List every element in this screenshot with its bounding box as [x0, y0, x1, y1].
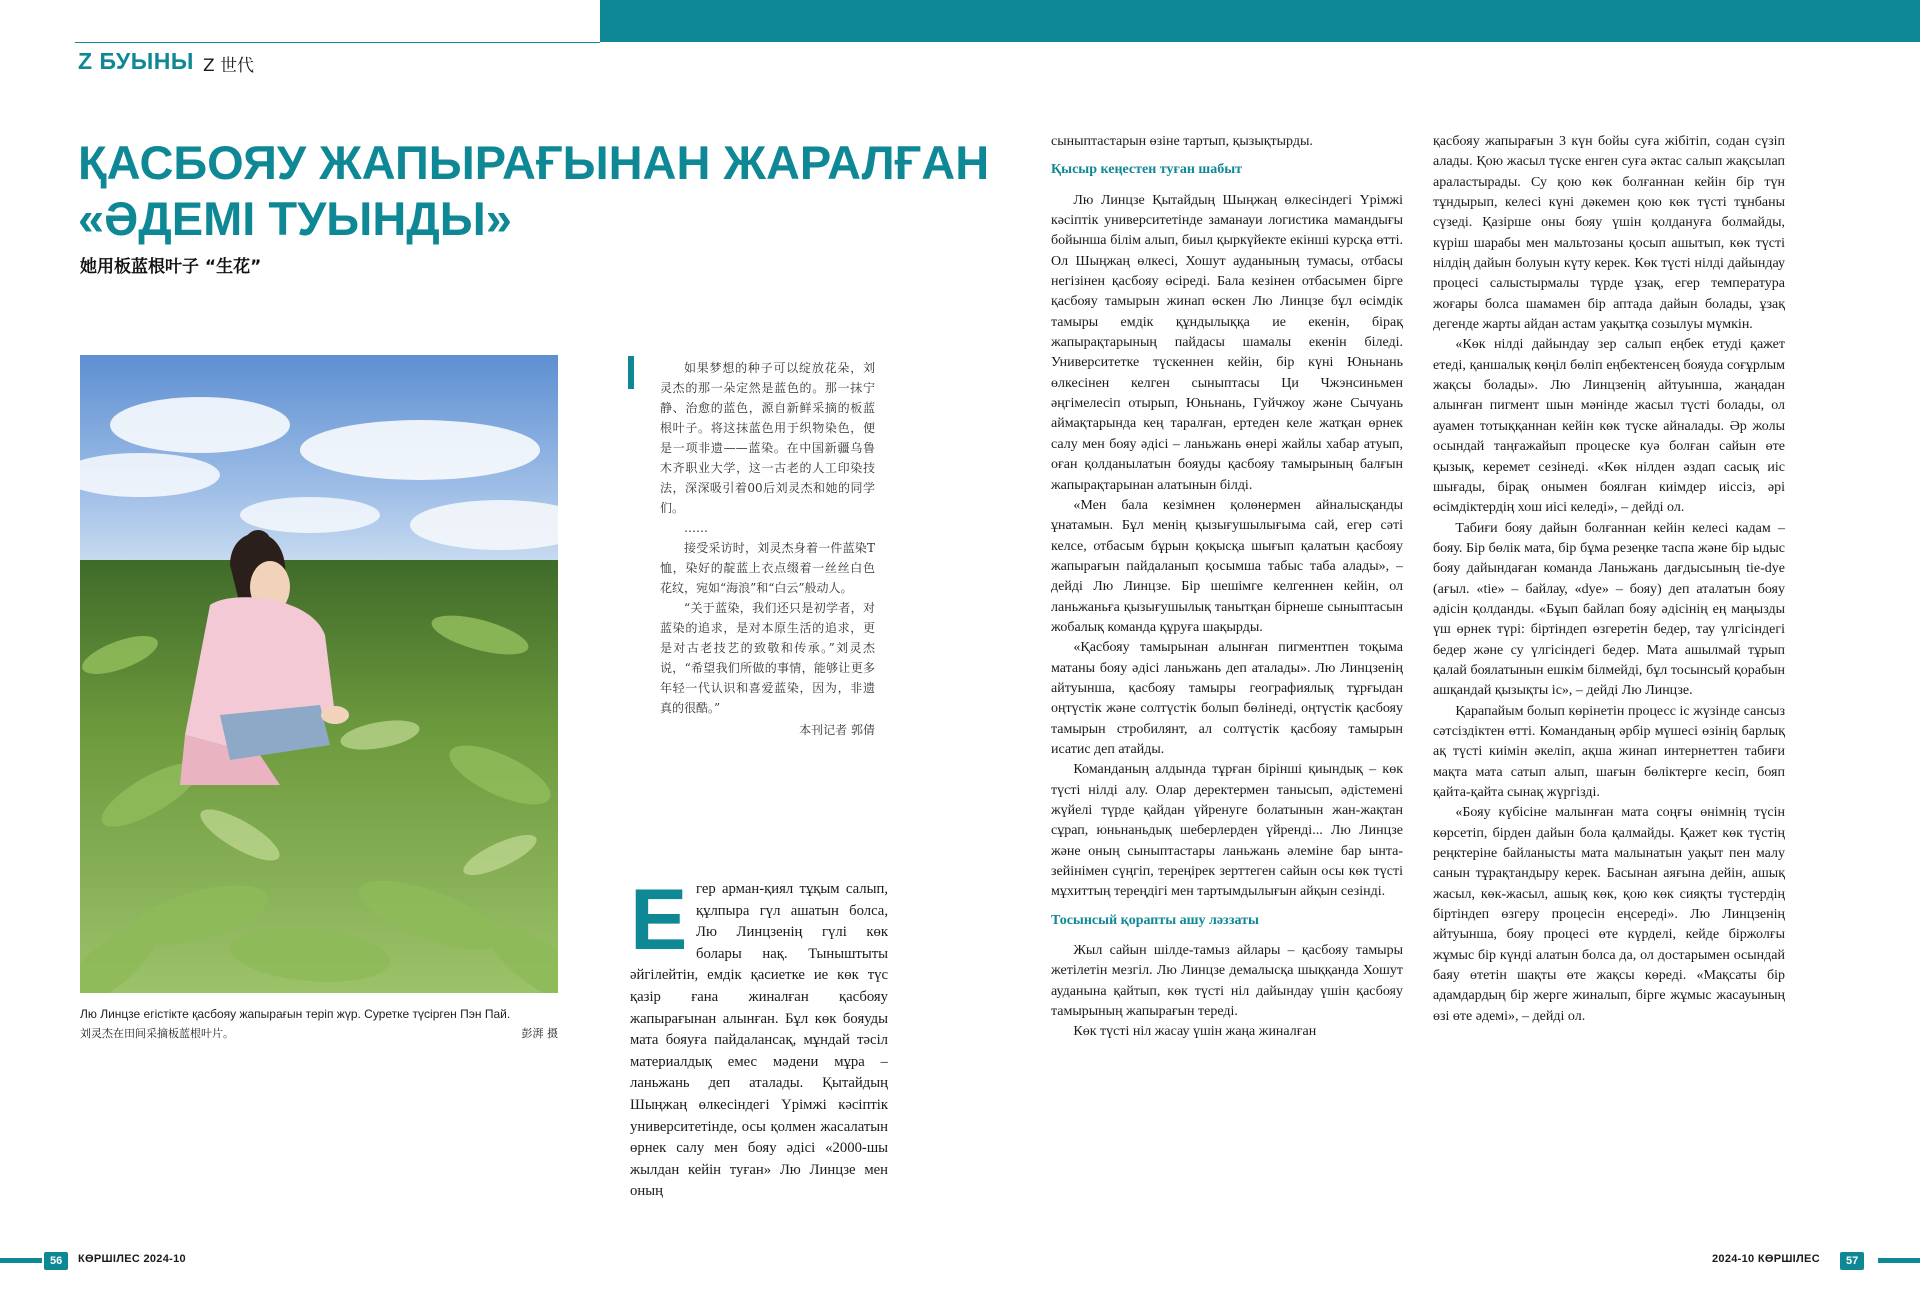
photo-credit-zh: 彭湃 摄: [521, 1027, 558, 1040]
page-number-right: 57: [1840, 1252, 1864, 1270]
article-title-line1: ҚАСБОЯУ ЖАПЫРАҒЫНАН ЖАРАЛҒАН: [78, 136, 990, 189]
magazine-issue-left: КӨРШІЛЕС 2024-10: [78, 1253, 186, 1265]
body-paragraph: Көк түсті ніл жасау үшін жаңа жиналған: [1073, 1024, 1317, 1040]
footer-right-bar: [1878, 1258, 1920, 1263]
section-heading: Қысыр кеңестен туған шабыт: [1051, 162, 1243, 178]
body-column-3: [1433, 132, 1785, 1027]
section-heading: Тосынсый қорапты ашу ләззаты: [1051, 912, 1259, 928]
section-label: Z БУЫНЫ: [78, 48, 194, 74]
article-title-line2: «ӘДЕМІ ТУЫНДЫ»: [78, 192, 512, 245]
top-rule: [75, 42, 600, 43]
top-accent-bar: [600, 0, 1920, 42]
magazine-issue-right: 2024-10 КӨРШІЛЕС: [1712, 1253, 1820, 1265]
body-paragraph: Табиғи бояу дайын болғаннан кейін келесі кадам – бояу. Бір бөлік мата, бір бұма резеңке таспа және бір ыдыс бояу дайындаған команда Ланьжань дағдысының tie-dye (ағыл. «tie» – байлау, «dye» – бояу) деп аталатын бояу әдісін қолданды. «Бұып байлап бояу әдісінің ең маңызды үш өрнек түрі: біртіндеп өзгеретін бедер, тау үлгісіндегі бедер және су үлгісіндегі бедер. Мата ашылмай тұрып қалай боялатынын ешкім білмейді, бұл тосынсый қорабын ашқандай қызықты іс», – дейді Лю Линцзе.: [1433, 520, 1785, 699]
photo-caption-zh-row: [80, 1024, 558, 1044]
footer-left: [0, 1252, 960, 1270]
body-paragraph: сыныптастарын өзіне тартып, қызықтырды.: [1051, 134, 1313, 149]
page-number-left: 56: [44, 1252, 68, 1270]
article-photo: [80, 355, 558, 993]
photo-caption-kk: Лю Линцзе егістікте қасбояу жапырағын теріп жүр. Суретке түсірген Пэн Пай.: [80, 1007, 511, 1021]
photo-caption-zh: 刘灵杰在田间采摘板蓝根叶片。: [80, 1027, 234, 1040]
body-paragraph: «Қасбояу тамырынан алынған пигментпен тоқыма матаны бояу әдісі ланьжань деп аталады». Лю Линцзенің айтуынша, қасбояу тамыры географиялық тұрғыдан оңтүстік және солтүстік болып бөлінеді, оңтүстік қасбояу тамырын стробилянт, ал солтүстік қасбояу тамырын исатис деп атайды.: [1051, 640, 1403, 757]
dropcap: Е: [630, 872, 688, 968]
body-paragraph: гер арман-қиял тұқым салып, құлпыра гүл ашатын болса, Лю Линцзенің гүлі көк болары нақ. Тыныштыты әйгілейтін, емдік қасиетке ие көк түс қазір ғана жиналған қасбояу жапырағынан алынған. Бұл көк бояуды мата бояуға пайдалансақ, мұндай тәсіл материалдық емес мәдени мұра – ланьжань деп аталады. Қытайдың Шыңжаң өлкесіндегі Үрімжі кәсіптік университетінде, осы қолмен жасалатын өрнек салу мен бояу әдісі «2000-шы жылдан кейін туған» Лю Линцзе мен оның: [630, 881, 888, 1200]
section-label-zh: Z 世代: [203, 56, 255, 76]
article-title: [78, 135, 990, 247]
body-paragraph: қасбояу жапырағын 3 күн бойы суға жібітіп, содан сүзіп алады. Қою жасыл түске енген суға әктас салып жақсылап араластырады. Су қою көк болғаннан кейін бір түн тұндырып, келесі күні дәкемен қою көк түсті тұнбаны сүзеді. Қазірше оны бояу үшін қолдануға болмайды, күріш шарабы мен мальтозаны қосып ашытып, көк түсті нілдің дайын болуын күту керек. Көк түсті нілді дайындау процесі салыстырмалы түрде ұзақ, егер температура жоғары болса шамамен бір аптада дайын болады, ұзақ дегенде жарты айдан астам уақытқа созылуы мүмкін.: [1433, 134, 1785, 333]
body-paragraph: Лю Линцзе Қытайдың Шыңжаң өлкесіндегі Үрімжі кәсіптік университетінде заманауи логистика мамандығы бойынша білім алып, биыл қыркүйекте екінші курсқа өтті. Ол Шыңжаң өлкесі, Хошут ауданының тумасы, отбасы негізінен қасбояу өсіреді. Бала кезінен отбасымен бірге қасбояу тамырын жинап өскен Лю Линцзе бұл өсімдік тамыры емдік құндылыққа ие екенін, бірақ жапырақтарының пайдасы шамалы екенін біледі. Университетке түскеннен кейін, бір күні Юньнань өлкесінен келген сыныптасы Ци Чжэнсиньмен әңгімелесіп отырып, Юньнань, Гуйчжоу және Сычуань аймақтарында кең таралған, ертеден келе жатқан өрнек салу мен бояу әдісі – ланьжань өнері жайлы хабар атуып, оған қолданылатын бояуды қасбояу тамырының балғын жапырақтарынан алатынын білді.: [1051, 192, 1403, 493]
footer-right: [960, 1252, 1920, 1270]
footer-left-bar: [0, 1258, 42, 1263]
intro-zh-signature: 本刊记者 郭倩: [799, 723, 875, 737]
body-paragraph: Команданың алдында тұрған бірінші қиындық – көк түсті нілді алу. Олар деректермен танысып, әдістемені жүйелі түрде қайдан үйренуге болатынын жан-жақтан сұрап, юньнаньдық шеберлерден үйренді... Лю Линцзе және оның сыныптастары ланьжань әлеміне бар ынта-зейінімен сүңгіп, тереңірек зерттеген сайын осы көк түсті мұхиттың тереңдігі мен тартымдылығын айқын сезінді.: [1051, 762, 1403, 900]
body-paragraph: «Бояу күбісіне малынған мата соңғы өнімнің түсін көрсетіп, бірден дайын бола қалмайды. Қажет көк түстің реңктеріне байланысты мата малынатын уақыт пен малу санын тұрақтандыру керек. Басынан аяғына дейін, ашық жасыл, көк-жасыл, ашық көк, қою көк сияқты түстердің біртіндеп өзгеру процесін еңсереді». Лю Линцзенің айтуынша, бояу процесі өте күрделі, кейде біржолғы жұмыс бір күнді алатын болса да, ол достарымен осындай баяу өтетін шақты өте жақсы көреді. «Мақсаты бір адамдардың бір жерге жиналып, бірге жұмыс жасауының өзі өте әдемі», – дейді ол.: [1433, 805, 1785, 1024]
intro-zh-paragraph: 如果梦想的种子可以绽放花朵，刘灵杰的那一朵定然是蓝色的。那一抹宁静、治愈的蓝色，源自新鲜采摘的板蓝根叶子。将这抹蓝色用于织物染色，便是一项非遗——蓝染。在中国新疆乌鲁木齐职业大学，这一古老的人工印染技法，深深吸引着00后刘灵杰和她的同学们。: [660, 361, 875, 515]
body-paragraph: «Мен бала кезімнен қолөнермен айналысқанды ұнатамын. Бұл менің қызығушылығыма сай, егер сәті келсе, отбасым бұрын қоқысқа шығып қалатын қасбояу жапырағын пайдаланып қосымша табыс таба алады», – дейді Лю Линцзе. Бір шешімге келгеннен кейін, ол ланьжаньға қызығушылық танытқан бірнеше сыныптасын жобалық команда құруға шақырды.: [1051, 497, 1403, 635]
article-subtitle-zh: 她用板蓝根叶子 “生花”: [80, 257, 262, 277]
body-column-2: [1051, 132, 1403, 1043]
body-paragraph: Жыл сайын шілде-тамыз айлары – қасбояу тамыры жетілетін мезгіл. Лю Линцзе демалысқа шыққанда Хошут ауданына қайтып, көк түсті ніл дайындау үшін қасбояу тамырының жапырағын тереді.: [1051, 943, 1403, 1020]
body-paragraph: Қарапайым болып көрінетін процесс іс жүзінде сансыз сәтсіздіктен өтті. Команданың әрбір мүшесі өзінің барлық ақ түсті киімін әкеліп, ақша жинап интернеттен табиғи мақта мата сатып алып, шағын бөліктерге кесіп, бояп қайта-қайта сынақ жүргізді.: [1433, 703, 1785, 800]
intro-zh-paragraph: “关于蓝染，我们还只是初学者，对蓝染的追求，是对本原生活的追求，更是对古老技艺的致敬和传承。”刘灵杰说，“希望我们所做的事情，能够让更多年轻一代认识和喜爱蓝染，因为，非遗真的很酷。”: [660, 601, 875, 715]
intro-zh: [660, 358, 875, 740]
intro-zh-paragraph: 接受采访时，刘灵杰身着一件蓝染T恤，染好的靛蓝上衣点缀着一丝丝白色花纹，宛如“海浪”和“白云”般动人。: [660, 541, 875, 595]
intro-accent-bar: [628, 356, 634, 389]
body-paragraph: «Көк нілді дайындау зер салып еңбек етуді қажет етеді, қаншалық көңіл бөліп еңбектенсең бояуда соғұрлым жақсы болады». Лю Линцзенің айтуынша, жаңадан алынған пигмент шын мәнінде жасыл түсті болады, ол ауамен тотыққаннан кейін көк түске айналады. Әр жолы осындай таңғажайып процеске куә болған сайын өте қызық, керемет сезінеді. «Көк нілден әздап сасық иіс шығады, бірақ онымен боялған киімдер иіссіз, әрі өсімдіктердің хош иісі келеді», – дейді ол.: [1433, 337, 1785, 516]
intro-zh-ellipsis: ……: [684, 521, 708, 535]
photo-caption: [80, 1004, 558, 1044]
